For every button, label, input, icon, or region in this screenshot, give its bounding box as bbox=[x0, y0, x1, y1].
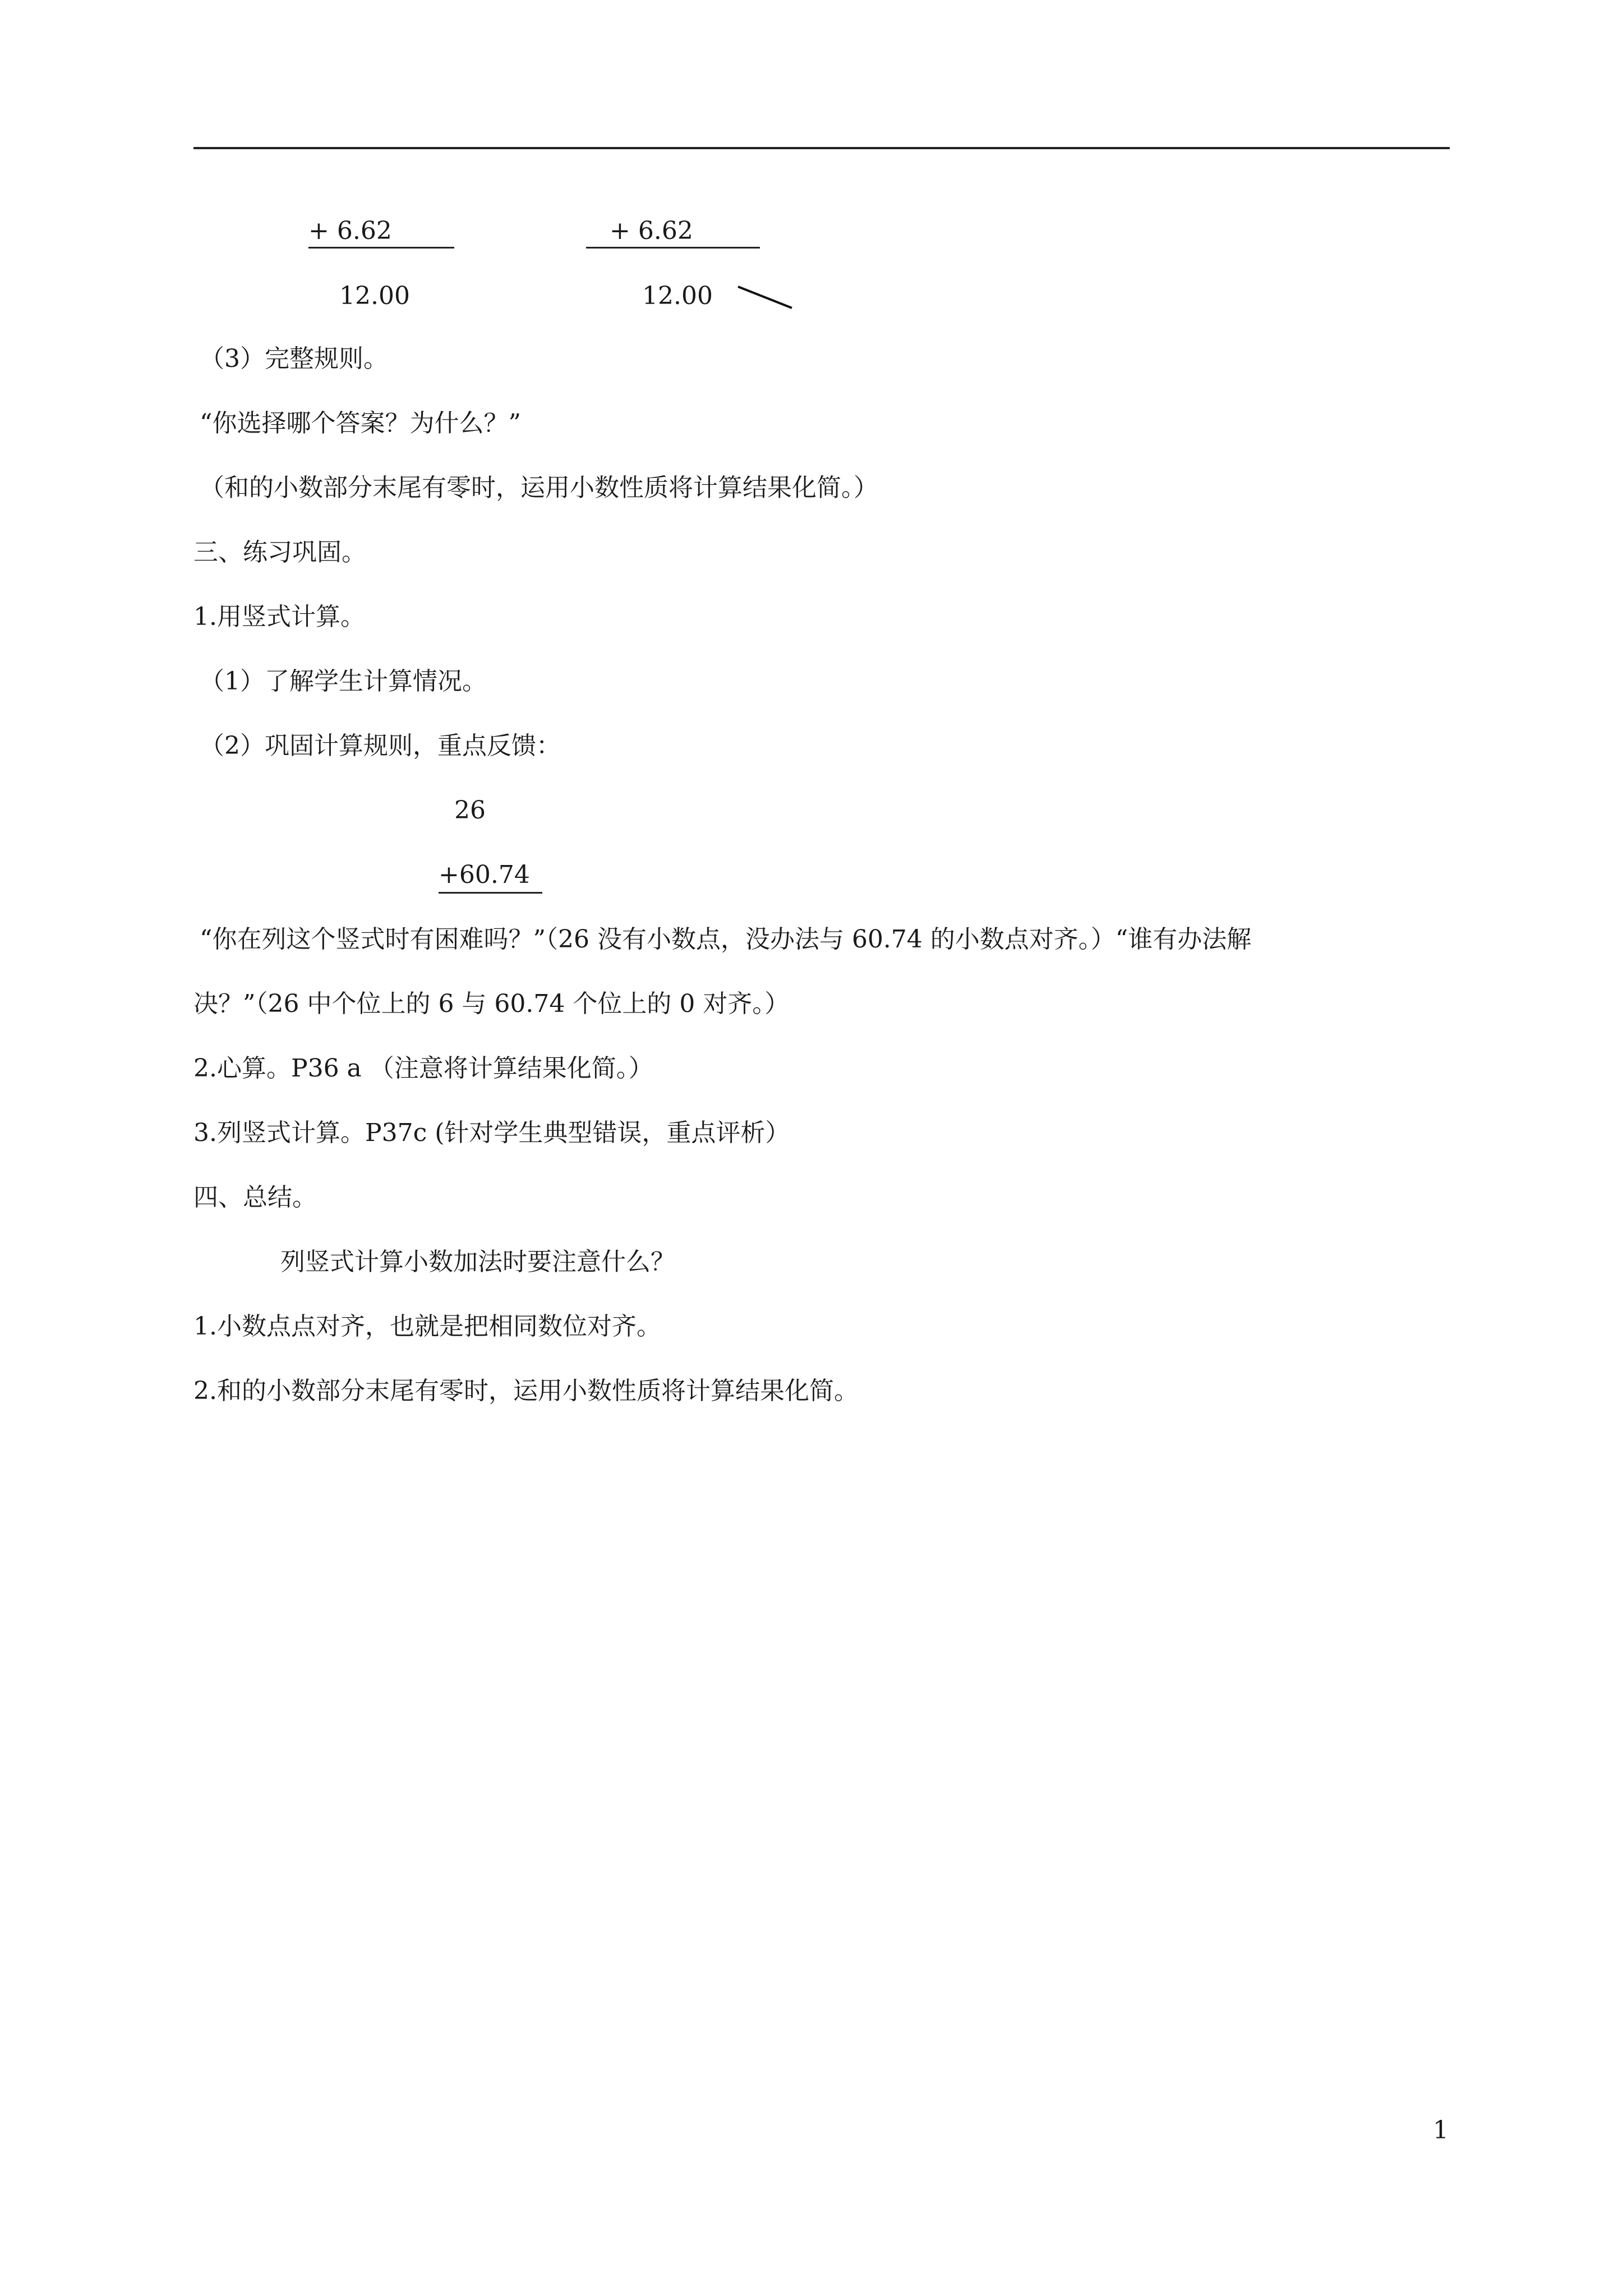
exercise-1: 1.用竖式计算。 bbox=[193, 602, 365, 631]
note-1: （和的小数部分末尾有零时，运用小数性质将计算结果化简。） bbox=[200, 473, 878, 502]
question-1: “你选择哪个答案？为什么？” bbox=[200, 409, 521, 438]
exercise-3: 3.列竖式计算。P37c (针对学生典型错误，重点评析） bbox=[193, 1119, 790, 1147]
exercise-1b: （2）巩固计算规则，重点反馈： bbox=[200, 731, 561, 760]
step-3: （3）完整规则。 bbox=[200, 344, 388, 373]
exercise-1a: （1）了解学生计算情况。 bbox=[200, 667, 487, 696]
vertical-top-number: 26 bbox=[454, 796, 486, 825]
header-rule bbox=[193, 147, 1450, 149]
summary-point-2: 2.和的小数部分末尾有零时，运用小数性质将计算结果化简。 bbox=[193, 1377, 859, 1405]
vertical-addend: +60.74 bbox=[439, 861, 530, 889]
correction-stroke bbox=[735, 283, 796, 311]
paragraph-line-2: 决？”（26 中个位上的 6 与 60.74 个位上的 0 对齐。） bbox=[193, 990, 790, 1018]
section-3-heading: 三、练习巩固。 bbox=[193, 538, 366, 567]
summary-point-1: 1.小数点点对齐，也就是把相同数位对齐。 bbox=[193, 1312, 661, 1341]
page-number: 1 bbox=[1433, 2116, 1449, 2145]
calc1-addend: + 6.62 bbox=[308, 217, 392, 245]
calc2-addend: + 6.62 bbox=[610, 217, 693, 245]
exercise-2: 2.心算。P36 a （注意将计算结果化简。） bbox=[193, 1054, 653, 1083]
calc1-underline bbox=[308, 247, 454, 249]
section-4-heading: 四、总结。 bbox=[193, 1183, 317, 1212]
calc2-result: 12.00 bbox=[642, 282, 713, 310]
summary-question: 列竖式计算小数加法时要注意什么？ bbox=[280, 1248, 675, 1276]
calc2-underline bbox=[586, 247, 760, 249]
calc1-result: 12.00 bbox=[339, 282, 410, 310]
paragraph-line-1: “你在列这个竖式时有困难吗？”（26 没有小数点，没办法与 60.74 的小数点对齐。）“谁有办法解 bbox=[200, 925, 1252, 954]
vertical-underline bbox=[439, 892, 542, 894]
